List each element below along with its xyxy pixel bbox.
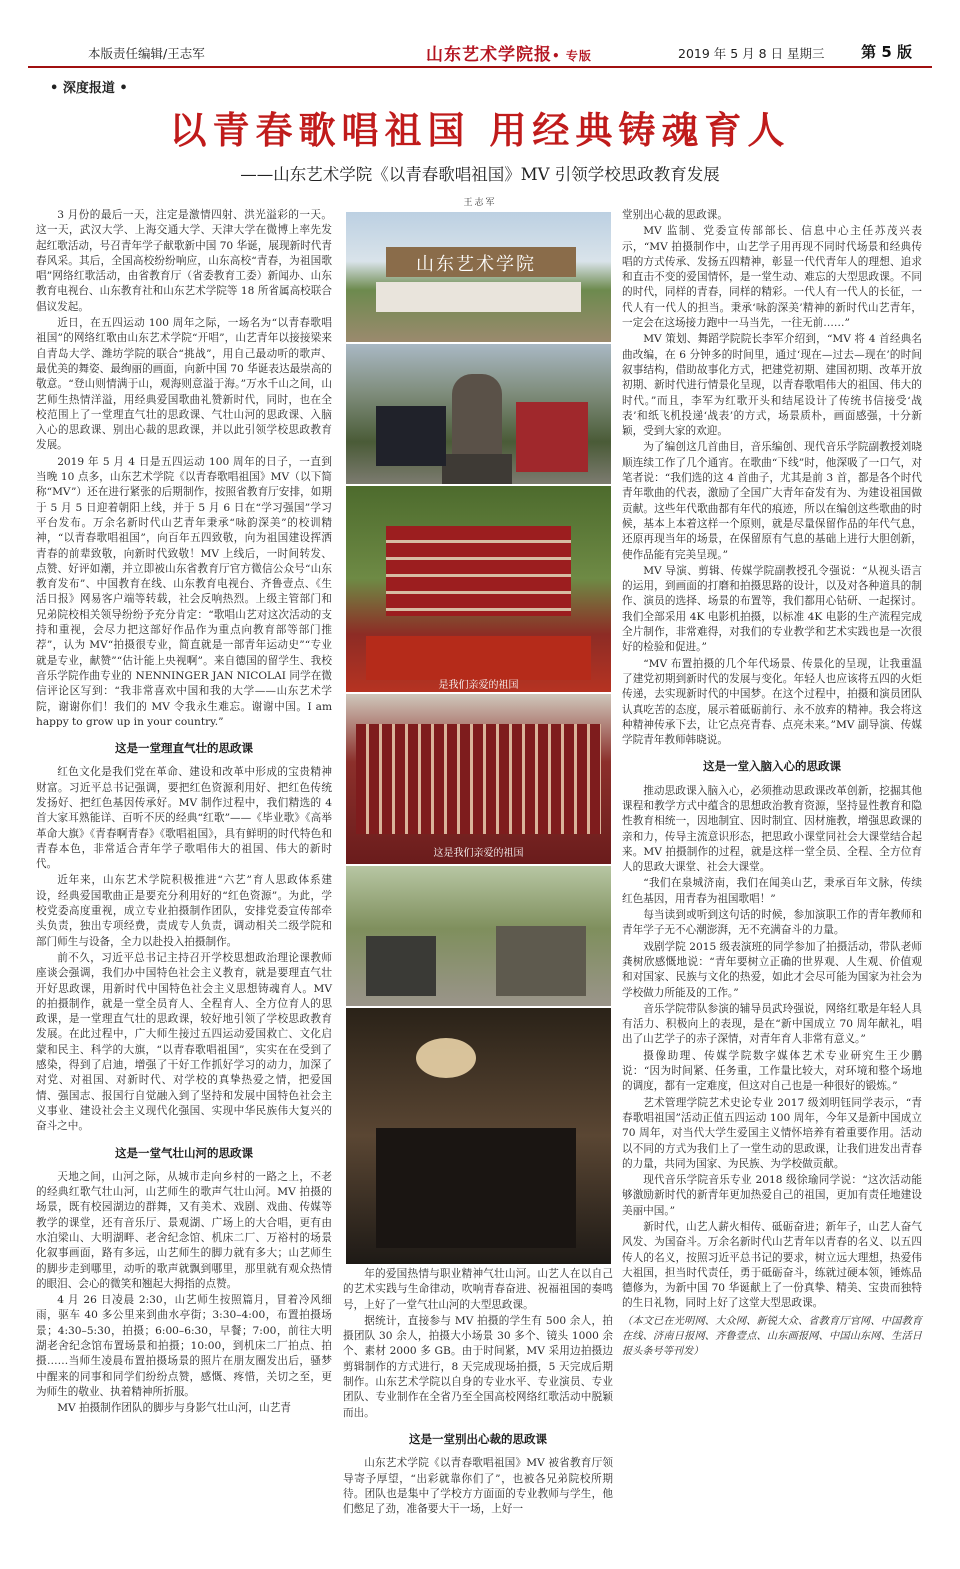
- paragraph: 红色文化是我们党在革命、建设和改革中形成的宝贵精神财富。习近平总书记强调，要把红色资源利用好、把红色传统发扬好、把红色基因传承好。MV 制作过程中，我们精选的 4 首大家耳熟能详、百听不厌的经典“红歌”——《毕业歌》《高举革命大旗》《青春啊青春》《歌唱祖国》，具有鲜明的时代特色和青春本色，非常适合青年学子歌唱伟大的祖国、伟大的新时代。: [36, 766, 332, 871]
- photo-campus-gate: [346, 212, 611, 342]
- paragraph: 3 月份的最后一天，注定是激情四射、洪光溢彩的一天。这一天，武汉大学、上海交通大学、天津大学在微博上率先发起红歌活动，号召青年学子献歌新中国 70 华诞，展现新时代青春风采。其后，全国高校纷纷响应，山东高校“青春，为祖国歌唱”网络红歌活动，由省教育厅（省委教育工委）新闻办、山东教育电视台、山东教育社和山东艺术学院等 18 所省属高校联合倡议发起。: [36, 209, 332, 313]
- section-heading: 这是一堂入脑入心的思政课: [703, 759, 841, 774]
- paragraph: 堂别出心裁的思政课。: [622, 209, 728, 221]
- section-heading: 这是一堂理直气壮的思政课: [115, 741, 253, 756]
- statue-pedestal: [442, 454, 512, 484]
- page-number: 第 5 版: [861, 43, 912, 61]
- headline: 以青春歌唱祖国 用经典铸魂育人: [169, 108, 791, 152]
- paragraph: 天地之间，山河之际，从城市走向乡村的一路之上，不老的经典红歌气壮山河，山艺师生的歌声气壮山河。MV 拍摄的场景，既有校园湖边的群舞，又有美术、戏剧、戏曲、传媒等教学的课堂，还有音乐厅、景观湖、广场上的大合唱，更有由水泊梁山、大明湖畔、老舍纪念馆、机床二厂、万裕村的场景化叙事画面，路有多远，山艺师生的脚力就有多大；山艺师生的脚步走到哪里，动听的歌声就飘到哪里，那里就有观众热情的眼泪、会心的微笑和翘起大拇指的点赞。: [36, 1170, 332, 1290]
- video-subtitle: 这是我们亲爱的祖国: [433, 848, 524, 859]
- issue-date: 2019 年 5 月 8 日 星期三: [678, 46, 825, 61]
- publication-note: （本文已在光明网、大众网、新锐大众、省教育厅官网、中国教育在线、济南日报网、齐鲁壹点、山东画报网、中国山东网、生活日报头条号等刊发）: [622, 1315, 922, 1358]
- gate-inscription: 山东艺术学院: [416, 254, 536, 275]
- paragraph: 戏剧学院 2015 级表演班的同学参加了拍摄活动，带队老师龚树欣感慨地说：“青年要树立正确的世界观、人生观、价值观和对国家、民族与文化的热爱，如此才会尽可能为国家为社会为学校做力所能及的工作。”: [622, 940, 922, 999]
- campus-building: [376, 282, 581, 312]
- choir-rows: [386, 526, 571, 616]
- paragraph: 山东艺术学院《以青春歌唱祖国》MV 被省教育厅领导寄予厚望，“出彩就靠你们了”，也被各兄弟院校所期待。团队也是集中了学校方方面面的专业教师与学生，他们憋足了劲，准备要大干一场，上好一: [343, 1457, 613, 1516]
- paragraph: 前不久，习近平总书记主持召开学校思想政治理论课教师座谈会强调，我们办中国特色社会主义教育，就是要理直气壮开好思政课，用新时代中国特色社会主义思想铸魂育人。MV 的拍摄制作，就是一堂全员育人、全程育人、全方位育人的思政课，是一堂理直气壮的思政课，较好地引领了学校思政教育发展。在此过程中，广大师生接过五四运动爱国救亡、文化启蒙和民主、科学的大旗，“以青春歌唱祖国”，实实在在受到了感染，得到了启迪，增强了干好工作抓好学习的动力，加深了对党、对祖国、对新时代、对学校的真挚热爱之情，把爱国情、强国志、报国行自觉融入到了坚持和发展中国特色社会主义事业、建设社会主义现代化强国、实现中华民族伟大复兴的奋斗之中。: [36, 951, 332, 1133]
- article-column-middle: [343, 1267, 613, 1518]
- section-heading: 这是一堂气壮山河的思政课: [115, 1145, 253, 1160]
- editor-credit: 本版责任编辑/王志军: [88, 46, 205, 61]
- photo-film-crew-day: [346, 866, 611, 1006]
- newspaper-title: 山东艺术学院报: [426, 45, 552, 65]
- paragraph: 年的爱国热情与职业精神气壮山河。山艺人在以自己的艺术实践与生命律动，吹响青春奋进、祝福祖国的奏鸣号，上好了一堂气壮山河的大型思政课。: [343, 1268, 613, 1311]
- paragraph: 近日，在五四运动 100 周年之际，一场名为“以青春歌唱祖国”的网络红歌由山东艺术学院“开唱”，山艺青年以接接梁来自青岛大学、潍坊学院的联合“挑战”，用自己最动听的歌声、最优美的舞姿、最绚丽的画面，向新中国 70 华诞表达最崇高的敬意。“登山则情满于山，观海则意溢于海。”万水千山之间，山艺师生热情洋溢，用经典爱国歌曲礼赞新时代，同时，也在全校范围上了一堂理直气壮的思政课、气壮山河的思政课、入脑入心的思政课、别出心裁的思政课，并以此引领学校思政教育发展。: [36, 317, 332, 452]
- paragraph: 现代音乐学院音乐专业 2018 级徐瑜同学说：“这次活动能够激励新时代的新青年更加热爱自己的祖国，更加有责任地建设美丽中国。”: [622, 1174, 922, 1217]
- page-header: [28, 38, 932, 68]
- camera-operator: [366, 936, 436, 996]
- section-label: • 深度报道 •: [50, 81, 128, 96]
- paragraph: 4 月 26 日凌晨 2:30，山艺师生按照篇月，冒着冷风细雨，驱车 40 多公里来到曲水亭街；3:30–4:00，布置拍摄场景；4:30–5:30，拍摄；6:00–6:30，早餐；7:00，前往大明湖老舍纪念馆布置场景和拍摄；10:00，到机床二厂拍点、拍摄……当师生凌晨布置拍摄场景的照片在朋友圈发出后，骚梦中醒来的同事和同学们纷纷点赞，感慨、疼惜，关切之至，更为师生的敬业、执着精神所折服。: [36, 1294, 332, 1398]
- choir-members: [356, 724, 601, 834]
- subheadline: ——山东艺术学院《以青春歌唱祖国》MV 引领学校思政教育发展: [240, 165, 720, 184]
- paragraph: MV 导演、剪辑、传媒学院副教授孔令强说：“从视头语言的运用，到画面的打磨和拍摄思路的设计，以及对各种道具的制作、演员的选择、场景的布置等，我们都用心钻研、一起探讨。我们全部采用 4K 电影机拍摄，以标准 4K 电影的生产流程完成全片制作，非常难得，对我们的专业教学和艺术实践也是一次很好的检验和促进。”: [622, 564, 922, 654]
- photo-choir-close: [346, 694, 611, 864]
- section-heading: 这是一堂别出心裁的思政课: [409, 1431, 547, 1446]
- paragraph: 每当读到或听到这句话的时候，参加演职工作的青年教师和青年学子无不心潮澎湃，无不充满奋斗的力量。: [622, 909, 922, 937]
- paragraph: 推动思政课入脑入心，必须推动思政课改革创新，挖掘其他课程和教学方式中蕴含的思想政治教育资源，坚持显性教育和隐性教育相统一，因地制宜、因时制宜、因材施教，增强思政课的亲和力，传导主流意识形态，把思政小课堂同社会大课堂结合起来。MV 拍摄制作的过程，就是这样一堂全员、全程、全方位育人的思政大课堂、社会大课堂。: [622, 784, 922, 874]
- paragraph: “我们在泉城济南，我们在闻美山艺，秉承百年文脉，传续红色基因，用青春为祖国歌唱！”: [622, 877, 922, 905]
- crew-members: [496, 926, 586, 996]
- paragraph: MV 监制、党委宣传部部长、信息中心主任苏茂兴表示，“MV 拍摄制作中，山艺学子用再现不同时代场景和经典传唱的方式传承、发扬五四精神，彰显一代代青年人的理想、追求和直击不变的爱国情怀，是一堂生动、难忘的大型思政课。不同的时代，同样的青春，同样的精彩。一代人有一代人的长征，一代人有一代人的担当。秉承‘咏韵深美’精神的新时代山艺青年，一定会在这场接力跑中一马当先，一往无前……”: [622, 225, 922, 330]
- paragraph: 为了编创这几首曲目，音乐编创、现代音乐学院副教授刘晓顺连续工作了几个通宵。在歌曲“下线”时，他深吸了一口气，对笔者说：“我们选的这 4 首曲子，尤其是前 3 首，都是各个时代青年歌曲的代表，激励了全国广大青年奋发有为、为建设祖国做贡献。这些年代歌曲都有年代的痕迹，所以在编创这些歌曲的时候，基本上本着这样一个原则，就是尽量保留作品的年代气息，还原再现当年的场景，在保留原有气息的基础上进行大胆创新，使作品能有完美呈现。”: [622, 441, 922, 561]
- paragraph: 音乐学院带队参演的辅导员武玲强说，网络红歌是年轻人具有活力、积极向上的表现，是在“新中国成立 70 周年献礼，唱出了山艺学子的赤子深情，对青年育人非常有意义。”: [622, 1002, 922, 1046]
- paragraph: “MV 布置拍摄的几个年代场景、传景化的呈现，让我重温了建党初期到新时代的发展与变化。年轻人也应该将五四的火炬传递，去实现新时代的中国梦。在这个过程中，拍摄和演员团队认真吃苦的态度，展示着砥砺前行、永不放弃的精神。我会将这种精神传承下去，让它点亮青春、点亮未来。”MV 副导演、传媒学院青年教师韩晓说。: [622, 657, 922, 747]
- paragraph: 2019 年 5 月 4 日是五四运动 100 周年的日子，一直到当晚 10 点多，山东艺术学院《以青春歌唱祖国》MV（以下简称“MV”）还在进行紧张的后期制作，按照省教育厅安排，如期于 5 月 5 日迎着朝阳上线，并于 5 月 6 日在“学习强国”学习平台发布。万余名新时代山艺青年秉承“咏韵深美”的校训精神，“以青春歌唱祖国”，向百年五四致敬，向为祖国建设挥洒青春的前辈致敬，向新时代致敬！MV 上线后，一时间转发、点赞、好评如潮，并立即被山东省教育厅官方微信公众号“山东教育发布”、中国教育在线、山东教育电视台、齐鲁壹点、《生活日报》网易客户端等转载，社会反响热烈。上级主管部门和兄弟院校相关领导纷纷予充分肯定：“歌唱山艺对这次活动的支持和重视，会尽力把这部好作品作为重点向教育部等部门推荐”，认为 MV“拍摄很专业，简直就是一部青年运动史”“专业就是专业，献赞”“估计能上央视啊”。来自德国的留学生、我校音乐学院作曲专业的 NENNINGER JAN NICOLAI 同学在微信评论区写到：“我非常喜欢中国和我的大学——山东艺术学院，谢谢你们！我们的 MV 令我永生难忘。谢谢中国。I am happy to grow up in your country.”: [36, 455, 332, 728]
- article-column-left: [36, 208, 332, 1418]
- group-in-red-dresses: [516, 402, 588, 472]
- photo-film-crew-night: [346, 1008, 611, 1264]
- red-stage: [366, 636, 591, 680]
- statue: [452, 374, 502, 464]
- newspaper-name: [426, 40, 592, 65]
- special-edition-label: • 专版: [552, 49, 592, 63]
- group-in-suits: [376, 406, 446, 466]
- byline: 王志军: [463, 198, 497, 208]
- paragraph: MV 拍摄制作团队的脚步与身影气壮山河，山艺青: [57, 1402, 291, 1415]
- paragraph: 近年来，山东艺术学院积极推进“六艺”育人思政体系建设，经典爱国歌曲正是要充分利用好的“红色资源”。为此，学校党委高度重视，成立专业拍摄制作团队，安排党委宣传部牵头负责，独出专项经费，责成专人负责，调动相关二级学院和部门师生与设备，全力以赴投入拍摄制作。: [36, 874, 332, 948]
- night-crew: [376, 1128, 576, 1248]
- video-subtitle: 是我们亲爱的祖国: [438, 680, 519, 691]
- article-column-right: [622, 208, 922, 1361]
- studio-light: [416, 1038, 476, 1078]
- paragraph: 摄像助理、传媒学院数字媒体艺术专业研究生王少鹏说：“因为时间紧、任务重，工作量比较大，对环境和整个场地的调度，都有一定难度，但这对自己也是一种很好的锻炼。”: [622, 1049, 922, 1093]
- photo-choir-outdoor: [346, 486, 611, 692]
- paragraph: MV 策划、舞蹈学院院长李军介绍到，“MV 将 4 首经典名曲改编，在 6 分钟多的时间里，通过‘现在—过去—现在’的时间叙事结构，借助故事化方式，把建党初期、建国初期、改革开放初期、新时代进行情景化呈现，以青春歌唱伟大的祖国、伟大的时代。”而且，李军为红歌开头和结尾设计了传统书信接受‘战表’和纸飞机投递‘战表’的方式，场景质朴，画面感强，十分新颖，受到大家的欢迎。: [622, 333, 922, 438]
- paragraph: 艺术管理学院艺术史论专业 2017 级刘明钰同学表示，“青春歌唱祖国”活动正值五四运动 100 周年，今年又是新中国成立 70 周年，对当代大学生爱国主义情怀培养有着重要作用。活动以不同的方式为我们上了一堂生动的思政课，让我们进发出青春的力量，共同为国家、为民族、为学校做贡献。: [622, 1096, 922, 1170]
- photo-statue-group: [346, 344, 611, 484]
- paragraph: 据统计，直接参与 MV 拍摄的学生有 500 余人，拍摄团队 30 余人，拍摄大小场景 30 多个、镜头 1000 余个、素材 2000 多 GB。由于时间紧，MV 采用边拍摄边剪辑制作的方式进行，8 天完成现场拍摄，5 天完成后期制作。山东艺术学院以自身的专业水平、专业演员、专业团队、专业制作在全省乃至全国高校网络红歌活动中脱颖而出。: [343, 1314, 613, 1419]
- paragraph: 新时代，山艺人薪火相传、砥砺奋进；新年子，山艺人奋气风发、为国奋斗。万余名新时代山艺青年以青春的名义、以五四传人的名义，按照习近平总书记的要求，树立远大理想，热爱伟大祖国，担当时代责任，勇于砥砺奋斗，练就过硬本领，锤炼品德修为，为新中国 70 华诞献上了一份真挚、精美、宝贵而独特的生日礼物，同时上好了这堂大型思政课。: [622, 1221, 922, 1310]
